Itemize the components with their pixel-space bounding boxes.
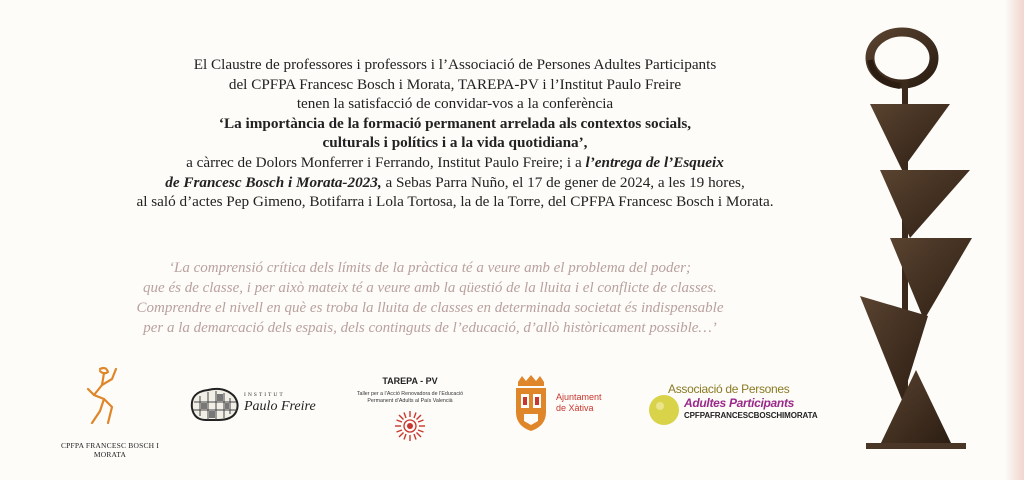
tarepa-logo (340, 376, 480, 456)
ajuntament-logo (512, 374, 622, 444)
bronze-sculpture-image (840, 20, 1000, 465)
paulo-freire-top: INSTITUT (244, 392, 285, 398)
invitation-text (60, 55, 850, 212)
conference-title-2 (60, 133, 850, 153)
ajuntament-line-2: de Xàtiva (556, 403, 594, 413)
associacio-line-1 (668, 382, 789, 396)
quote-line-1: ‘La comprensió crítica dels límits de la pràctica té a veure amb el problema del poder; (169, 260, 691, 276)
invite-line-8: al saló d’actes Pep Gimeno, Botifarra i Lola Tortosa, la de la Torre, del CPFPA Francesc Bosch i Morata. (136, 193, 774, 211)
award-title-1: l’entrega de l’Esqueix (585, 153, 724, 171)
paulo-freire-logo (188, 386, 318, 431)
associacio-line-3: CPFPAFRANCESCBOSCHIMORATA (684, 411, 818, 420)
speaker-text: a càrrec de Dolors Monferrer i Ferrando, Institut Paulo Freire; i a (186, 153, 582, 171)
invite-line-7 (60, 173, 850, 193)
freire-quote (40, 258, 820, 338)
cpfpa-logo (40, 365, 170, 459)
invite-line-1: El Claustre de professores i professors i l’Associació de Persones Adultes Participants (193, 56, 717, 73)
award-title-2: de Francesc Bosch i Morata-2023, (165, 173, 382, 191)
dancer-figure-icon (82, 365, 122, 427)
sponsor-logos (0, 360, 860, 460)
brain-mosaic-icon (188, 386, 240, 424)
associacio-line-1-text: Associació de Persones (668, 382, 790, 396)
quote-line-4: per a la demarcació dels espais, dels continguts de l’educació, d’allò històricament possible…’ (143, 320, 717, 336)
invite-line-6 (60, 153, 850, 173)
cpfpa-caption: CPFPA FRANCESC BOSCH I MORATA (60, 441, 160, 459)
quote-line-2: que és de classe, i per això mateix té a veure amb la qüestió de la lluita i el conflicte de classes. (143, 280, 717, 296)
coat-of-arms-icon (512, 374, 550, 432)
date-text: a Sebas Parra Nuño, el 17 de gener de 2024, a les 19 hores, (385, 173, 745, 191)
card-edge (1006, 0, 1024, 480)
sun-rays-icon (394, 410, 426, 442)
paulo-freire-name: Paulo Freire (244, 399, 316, 414)
conference-title-text-1: ‘La importància de la formació permanent arrelada als contextos socials, (218, 114, 692, 132)
tarepa-title: TAREPA - PV (382, 376, 438, 386)
tarepa-sub-2: Permanent d’Adults al País Valencià (367, 398, 453, 404)
quote-line-3: Comprendre el nivell en què es troba la lluita de classes en determinada societat és indispensable (136, 300, 724, 316)
associacio-line-2: Adultes Participants (684, 396, 795, 410)
associacio-logo (648, 382, 848, 442)
conference-title-text-2: culturals i polítics i a la vida quotidiana’, (322, 134, 588, 152)
yellow-circle-icon (648, 394, 680, 426)
invite-line-2: del CPFPA Francesc Bosch i Morata, TAREPA-PV i l’Institut Paulo Freire (228, 75, 682, 93)
tarepa-sub-1: Taller per a l’Acció Renovadora de l’Educació (356, 391, 464, 397)
invite-line-3: tenen la satisfacció de convidar-vos a la conferència (296, 95, 614, 113)
ajuntament-line-1: Ajuntament (556, 392, 602, 402)
conference-title-1 (60, 114, 850, 134)
